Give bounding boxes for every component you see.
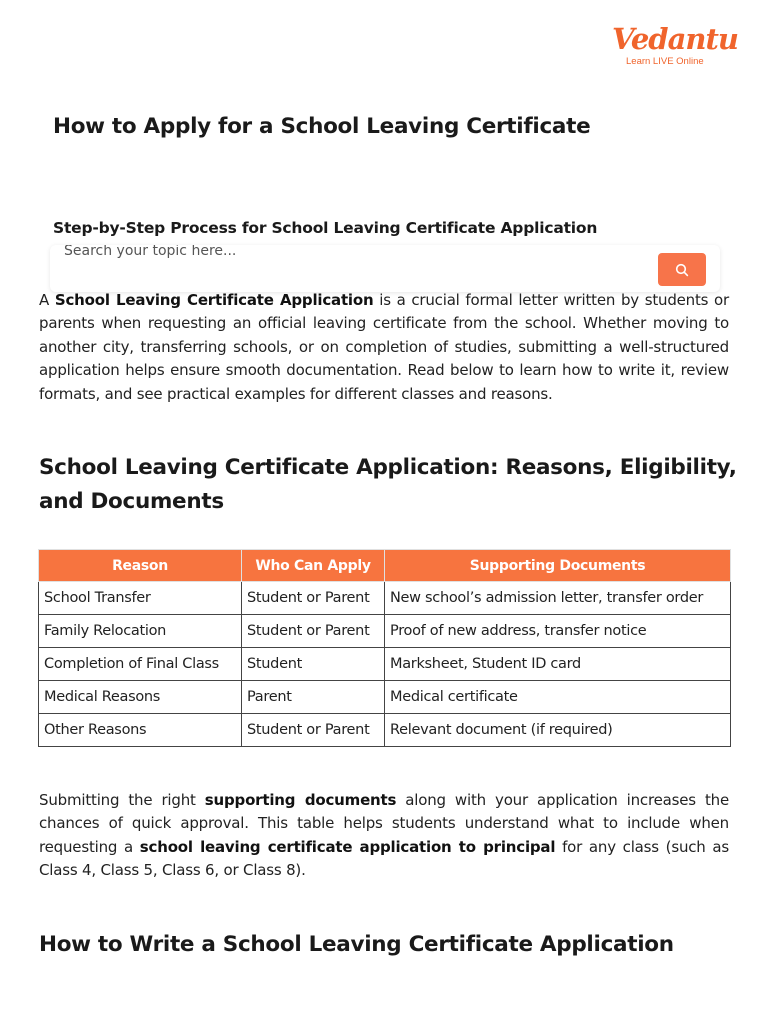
page-title: How to Apply for a School Leaving Certificate: [53, 114, 591, 139]
header-reason: Reason: [39, 550, 242, 582]
table-header-row: [39, 550, 731, 582]
table-row: [39, 582, 731, 615]
support-bold-2: school leaving certificate application to principal: [139, 837, 556, 856]
cell-who: Student or Parent: [242, 582, 385, 615]
cell-who: Student or Parent: [242, 615, 385, 648]
supporting-docs-paragraph: [39, 789, 729, 883]
intro-rest: is a crucial formal letter written by students or parents when requesting an official leaving certificate from the school. Whether moving to another city, transferring schools, or on completion of studies, submitting a well-structured application helps ensure smooth documentation. Read below to learn how to write it, review formats, and see practical examples for different classes and reasons.: [39, 291, 729, 403]
cell-documents: Proof of new address, transfer notice: [385, 615, 731, 648]
support-text-2: along with your application increases the chances of quick approval. This table helps students understand what to include when requesting a: [39, 791, 729, 856]
reasons-table: [38, 549, 731, 747]
cell-documents: Relevant document (if required): [385, 714, 731, 747]
cell-reason: Other Reasons: [39, 714, 242, 747]
table-row: [39, 714, 731, 747]
logo-wordmark: Vedantu: [612, 22, 738, 56]
cell-documents: Medical certificate: [385, 681, 731, 714]
search-button[interactable]: [658, 253, 706, 286]
cell-who: Parent: [242, 681, 385, 714]
support-text-3: for any class (such as Class 4, Class 5, Class 6, or Class 8).: [39, 837, 730, 880]
cell-documents: Marksheet, Student ID card: [385, 648, 731, 681]
cell-who: Student or Parent: [242, 714, 385, 747]
cell-reason: Family Relocation: [39, 615, 242, 648]
support-bold-1: supporting documents: [204, 791, 397, 809]
table-row: [39, 681, 731, 714]
cell-reason: School Transfer: [39, 582, 242, 615]
search-icon: [675, 263, 689, 277]
header-who-can-apply: Who Can Apply: [242, 550, 385, 582]
cell-who: Student: [242, 648, 385, 681]
reasons-heading: School Leaving Certificate Application: Reasons, Eligibility, and Documents: [39, 455, 737, 514]
page-subtitle: Step-by-Step Process for School Leaving Certificate Application: [53, 219, 598, 237]
cell-reason: Medical Reasons: [39, 681, 242, 714]
intro-prefix: A: [39, 291, 55, 309]
search-bar: [50, 245, 720, 292]
intro-bold-term: School Leaving Certificate Application: [54, 291, 374, 309]
table-row: [39, 648, 731, 681]
cell-documents: New school’s admission letter, transfer order: [385, 582, 731, 615]
cell-reason: Completion of Final Class: [39, 648, 242, 681]
header-supporting-documents: Supporting Documents: [385, 550, 731, 582]
how-to-write-heading: How to Write a School Leaving Certificate Application: [39, 932, 674, 957]
table-row: [39, 615, 731, 648]
intro-paragraph: [39, 289, 729, 406]
support-text-1: Submitting the right: [39, 791, 205, 809]
vedantu-logo[interactable]: [612, 22, 738, 72]
logo-tagline: Learn LIVE Online: [626, 56, 704, 67]
search-input[interactable]: [64, 245, 644, 266]
